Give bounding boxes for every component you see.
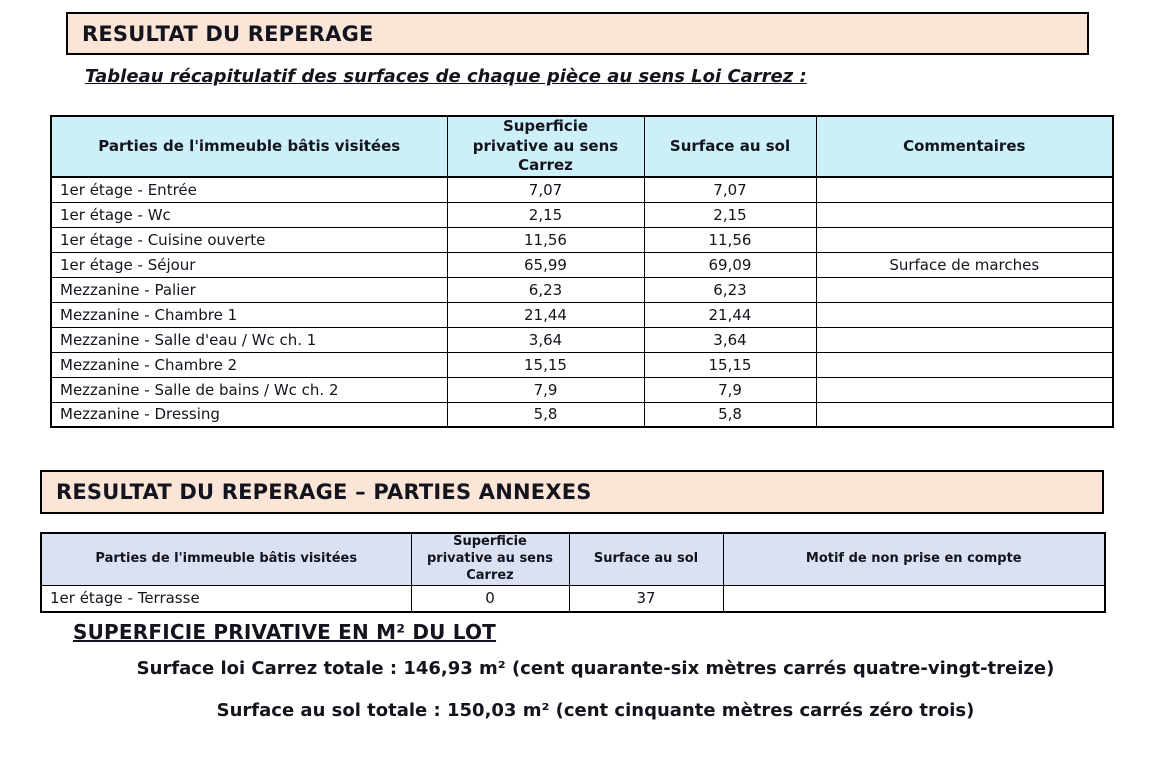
cell-comment: Surface de marches — [816, 252, 1113, 277]
table-row — [51, 327, 1113, 352]
cell-comment — [816, 327, 1113, 352]
cell-sol: 7,07 — [644, 177, 816, 202]
cell-piece: Mezzanine - Salle de bains / Wc ch. 2 — [51, 377, 447, 402]
sol-total-line: Surface au sol totale : 150,03 m² (cent cinquante mètres carrés zéro trois) — [216, 700, 975, 721]
header-surface-sol: Surface au sol — [644, 116, 816, 177]
table-row — [41, 585, 1105, 612]
cell-sol: 7,9 — [644, 377, 816, 402]
cell-sol: 15,15 — [644, 352, 816, 377]
cell-sol: 37 — [569, 585, 723, 612]
cell-piece: Mezzanine - Dressing — [51, 402, 447, 427]
section1-subtitle: Tableau récapitulatif des surfaces de chaque pièce au sens Loi Carrez : — [85, 66, 807, 87]
cell-motif — [723, 585, 1105, 612]
table-row — [51, 252, 1113, 277]
cell-sol: 5,8 — [644, 402, 816, 427]
section2-banner — [40, 470, 1104, 514]
cell-sol: 3,64 — [644, 327, 816, 352]
cell-carrez: 15,15 — [447, 352, 644, 377]
cell-piece: 1er étage - Entrée — [51, 177, 447, 202]
table-row — [51, 277, 1113, 302]
header-motif: Motif de non prise en compte — [723, 533, 1105, 585]
cell-sol: 21,44 — [644, 302, 816, 327]
cell-piece: 1er étage - Wc — [51, 202, 447, 227]
table-row — [51, 202, 1113, 227]
cell-piece: Mezzanine - Palier — [51, 277, 447, 302]
lot-surface-heading: SUPERFICIE PRIVATIVE EN M² DU LOT — [73, 620, 497, 644]
annex-parts-table — [40, 532, 1106, 613]
table-row — [51, 227, 1113, 252]
cell-carrez: 7,9 — [447, 377, 644, 402]
header-commentaires: Commentaires — [816, 116, 1113, 177]
cell-piece: 1er étage - Terrasse — [41, 585, 411, 612]
cell-carrez: 3,64 — [447, 327, 644, 352]
cell-piece: Mezzanine - Chambre 1 — [51, 302, 447, 327]
table-row — [51, 177, 1113, 202]
cell-piece: Mezzanine - Chambre 2 — [51, 352, 447, 377]
cell-comment — [816, 377, 1113, 402]
carrez-total-line: Surface loi Carrez totale : 146,93 m² (cent quarante-six mètres carrés quatre-vingt-treize) — [136, 658, 1055, 679]
cell-carrez: 2,15 — [447, 202, 644, 227]
cell-sol: 6,23 — [644, 277, 816, 302]
header-superficie-carrez: Superficie privative au sens Carrez — [447, 116, 644, 177]
cell-carrez: 0 — [411, 585, 569, 612]
cell-comment — [816, 352, 1113, 377]
cell-sol: 11,56 — [644, 227, 816, 252]
cell-comment — [816, 202, 1113, 227]
cell-comment — [816, 227, 1113, 252]
cell-carrez: 6,23 — [447, 277, 644, 302]
table-header-row — [41, 533, 1105, 585]
header-parties: Parties de l'immeuble bâtis visitées — [51, 116, 447, 177]
cell-piece: Mezzanine - Salle d'eau / Wc ch. 1 — [51, 327, 447, 352]
section1-banner-title: RESULTAT DU REPERAGE — [82, 21, 374, 46]
header-parties: Parties de l'immeuble bâtis visitées — [41, 533, 411, 585]
cell-piece: 1er étage - Cuisine ouverte — [51, 227, 447, 252]
cell-sol: 69,09 — [644, 252, 816, 277]
cell-piece: 1er étage - Séjour — [51, 252, 447, 277]
cell-comment — [816, 402, 1113, 427]
carrez-surfaces-table — [50, 115, 1114, 428]
cell-carrez: 21,44 — [447, 302, 644, 327]
header-surface-sol: Surface au sol — [569, 533, 723, 585]
header-superficie-carrez: Superficie privative au sens Carrez — [411, 533, 569, 585]
table-header-row — [51, 116, 1113, 177]
section1-banner — [66, 12, 1089, 55]
table-row — [51, 402, 1113, 427]
section2-banner-title: RESULTAT DU REPERAGE – PARTIES ANNEXES — [56, 480, 592, 504]
cell-carrez: 11,56 — [447, 227, 644, 252]
cell-comment — [816, 177, 1113, 202]
cell-comment — [816, 277, 1113, 302]
cell-sol: 2,15 — [644, 202, 816, 227]
table-row — [51, 302, 1113, 327]
cell-carrez: 5,8 — [447, 402, 644, 427]
cell-carrez: 65,99 — [447, 252, 644, 277]
cell-comment — [816, 302, 1113, 327]
table-row — [51, 377, 1113, 402]
cell-carrez: 7,07 — [447, 177, 644, 202]
table-row — [51, 352, 1113, 377]
